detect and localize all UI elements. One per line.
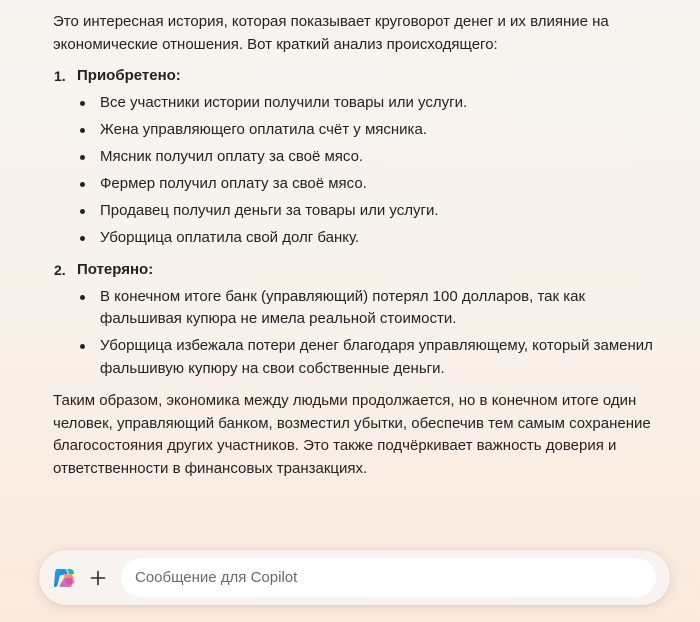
assistant-message — [53, 11, 653, 480]
bullet-item: Все участники истории получили товары или услуги. — [77, 92, 653, 115]
section-title: Приобретено: — [77, 67, 181, 84]
bullet-item: Продавец получил деньги за товары или услуги. — [77, 200, 653, 223]
message-composer — [39, 550, 670, 605]
bullet-item: Уборщица избежала потери денег благодаря управляющему, который заменил фальшивую купюру на свои собственные деньги. — [77, 335, 653, 380]
section-number: 2. — [54, 262, 66, 278]
bullet-item: Жена управляющего оплатила счёт у мясника. — [77, 119, 653, 142]
bullet-item: Мясник получил оплату за своё мясо. — [77, 146, 653, 169]
message-intro: Это интересная история, которая показывает круговорот денег и их влияние на экономические отношения. Вот краткий анализ происходящего: — [53, 13, 609, 53]
section-title: Потеряно: — [77, 261, 154, 278]
bullet-item: В конечном итоге банк (управляющий) потерял 100 долларов, так как фальшивая купюра не имела реальной стоимости. — [77, 286, 653, 331]
copilot-logo-icon[interactable] — [53, 567, 75, 589]
bullet-list — [77, 286, 653, 381]
add-attachment-button[interactable] — [86, 566, 110, 590]
bullet-item: Уборщица оплатила свой долг банку. — [77, 227, 653, 250]
section-acquired — [53, 65, 653, 249]
section-lost — [53, 259, 653, 380]
message-input[interactable] — [121, 558, 656, 597]
bullet-item: Фермер получил оплату за своё мясо. — [77, 173, 653, 196]
bullet-list — [77, 92, 653, 250]
plus-icon — [90, 570, 106, 586]
sections-list — [53, 65, 653, 380]
section-number: 1. — [54, 68, 66, 84]
message-summary: Таким образом, экономика между людьми продолжается, но в конечном итоге один человек, управляющий банком, возместил убытки, обеспечив тем самым сохранение благосостояния других участников. Это также подчёркивает важность доверия и ответственности в финансовых транзакциях. — [53, 392, 651, 477]
